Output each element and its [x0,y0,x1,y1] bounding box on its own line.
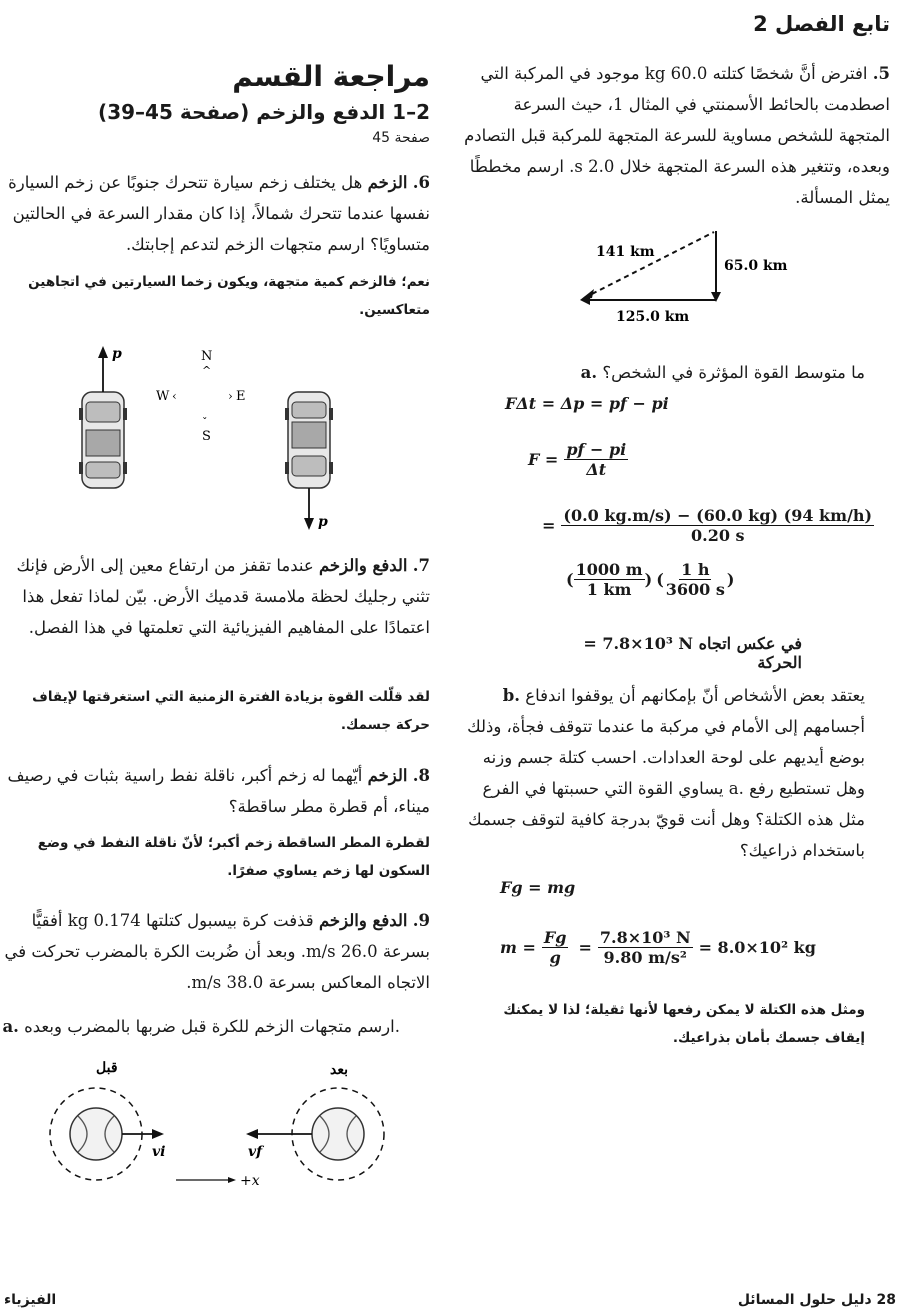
question-6 [0,167,430,260]
question-7 [0,550,430,643]
part-5b [465,680,865,866]
conv-numerator: 1 h [681,560,710,579]
baseball-after-icon [312,1108,364,1160]
eq-numerator: (0.0 kg.m/s) − (60.0 kg) (94 km/h) [563,506,873,525]
equation-substitution: = $\frac{(0.0 kg.m/s) - (60.0 kg) (94 km/h)}{0.20 s}$ [542,506,873,545]
part-letter: b. [502,686,521,705]
compass-south: S [202,429,211,444]
triangle-diagram [570,228,800,328]
car-north-icon [79,392,127,488]
chapter-header: تابع الفصل 2 [753,12,890,36]
eq-denominator: Δt [586,460,607,479]
question-keyword: الدفع والزخم [318,556,408,575]
section-title: مراجعة القسم [232,60,430,93]
momentum-label-1: p [112,346,122,362]
hyp-label: 141 km [596,244,655,260]
eq-numerator: pf − pi [566,440,627,459]
equation-conversion: ( $\frac{1000 m}{1 km}$ ) ( $\frac{1 h}{3600 s}$ ) [566,560,735,599]
footer-page: 28 دليل حلول المسائل [737,1292,896,1308]
equation-impulse: FΔt = Δp = pf − pi [505,394,669,413]
question-keyword: الزخم [367,766,408,785]
part-5a [465,357,865,388]
conv-denominator: 3600 s [665,580,725,599]
eq-result: = 8.0×10² kg [698,938,816,957]
answer-7: لقد قلّلت القوة بزيادة الفترة الزمنية التي استغرقتها لإيقاف حركة جسمك. [32,689,430,733]
vertical-label: 65.0 km [724,258,788,274]
eq-lhs: m = [500,938,536,957]
part-text: ارسم متجهات الزخم للكرة قبل ضربها بالمضرب وبعده. [24,1017,400,1036]
page-reference: صفحة 45 [372,130,430,146]
question-number: 9. [412,911,430,930]
svg-text:›: › [228,389,233,403]
equation-force [528,440,628,479]
svg-text:ˇ: ˇ [202,416,208,429]
vf-label: vf [248,1144,263,1160]
conv-numerator: 1000 m [575,560,643,579]
question-keyword: الزخم [367,173,408,192]
base-label: 125.0 km [616,309,690,325]
car-south-icon [285,392,333,488]
baseball-before-icon [70,1108,122,1160]
eq-denominator: 0.20 s [690,526,745,545]
part-text: ما متوسط القوة المؤثرة في الشخص؟ [602,363,865,382]
eq-numerator: 7.8×10³ N [599,928,691,947]
momentum-label-2: p [318,514,328,530]
equation-mass: m = $\frac{Fg}{g}$ = $\frac{\text{7.8×10³ N}}{\text{9.80 m/s²}}$ = 8.0×10² kg [500,928,816,967]
footer-subject: الفيزياء [4,1292,57,1308]
question-keyword: الدفع والزخم [318,911,408,930]
equation-weight: Fg = mg [500,878,576,897]
question-number: 6. [412,173,430,192]
question-number: 5. [872,64,890,83]
question-text: عندما تقفز من ارتفاع معين إلى الأرض فإنك تثني رجليك لحظة ملامسة قدميك الأرض. بيّن لماذا تفعل هذا اعتمادًا على المفاهيم الفيزيائية التي تعلمتها في هذا الفصل. [16,556,430,637]
question-text: قذفت كرة بيسبول كتلتها 0.174 kg أفقيًّا بسرعة 26.0 m/s. وبعد أن ضُربت الكرة بالمضرب تحركت في الاتجاه المعاكس بسرعة 38.0 m/s. [4,911,430,992]
before-label: قبل [96,1060,118,1076]
compass-north: N [201,349,213,364]
question-number: 8. [412,766,430,785]
compass-west: W [156,389,170,404]
momentum-cars-diagram [60,338,360,533]
eq-numerator: Fg [543,928,567,947]
vi-label: vi [152,1144,166,1160]
question-8 [0,760,430,822]
part-9a [0,1011,400,1042]
question-text: افترض أنَّ شخصًا كتلته 60.0 kg موجود في المركبة التي اصطدمت بالحائط الأسمنتي في المثال 1، حيث السرعة المتجهة للشخص مساوية للسرعة المتجهة للمركبة قبل التصادم وبعده، وتتغير هذه السرعة المتجهة خلال 2.0 s. ارسم مخططًا يمثل المسألة. [464,64,890,207]
question-number: 7. [412,556,430,575]
answer-6: نعم؛ فالزخم كمية متجهة، ويكون زخما السيارتين في اتجاهين متعاكسين. [28,274,430,318]
eq-lhs: F = [528,450,559,469]
svg-text:^: ^ [202,364,212,377]
question-text: هل يختلف زخم سيارة تتحرك جنوبًا عن زخم السيارة نفسها عندما تتحرك شمالاً، إذا كان مقدار السرعة في الحالتين متساويًا؟ ارسم متجهات الزخم لتدعم إجابتك. [8,173,430,254]
eq-denominator: 9.80 m/s² [603,948,687,967]
question-9 [0,905,430,998]
question-text: أيّهما له زخم أكبر، ناقلة نفط راسية بثبات في رصيف ميناء، أم قطرة مطر ساقطة؟ [7,766,430,816]
svg-text:‹: ‹ [172,389,177,403]
question-5 [460,58,890,213]
answer-5b: ومثل هذه الكتلة لا يمكن رفعها لأنها ثقيلة؛ لذا لا يمكنك إيقاف جسمك بأمان بذراعيك. [503,1002,865,1046]
answer-8: لقطرة المطر الساقطة زخم أكبر؛ لأنّ ناقلة النفط في وضع السكون لها زخم يساوي صفرًا. [37,835,430,879]
x-axis-label: +x [240,1173,260,1189]
section-subtitle: 2–1 الدفع والزخم (صفحة 45–39) [98,100,430,124]
after-label: بعد [330,1062,348,1078]
equation-result: = 7.8×10³ N في عكس اتجاه الحركة [583,634,802,672]
part-letter: a. [580,363,598,382]
eq-denominator: g [549,948,561,967]
part-text: يعتقد بعض الأشخاص أنّ بإمكانهم أن يوقفوا اندفاع أجسامهم إلى الأمام في مركبة ما عندما تتوقف فجأة، وذلك بوضع أيديهم على لوحة العدادات. احسب كتلة جسم وزنه يساوي القوة التي حسبتها في الفرع a. وهل تستطيع رفع مثل هذه الكتلة؟ وهل أنت قويّ بدرجة كافية لتوقف جسمك باستخدام ذراعيك؟ [467,686,865,860]
baseball-momentum-diagram [40,1052,400,1202]
compass-east: E [236,389,246,404]
conv-denominator: 1 km [586,580,632,599]
part-letter: a. [2,1017,19,1036]
